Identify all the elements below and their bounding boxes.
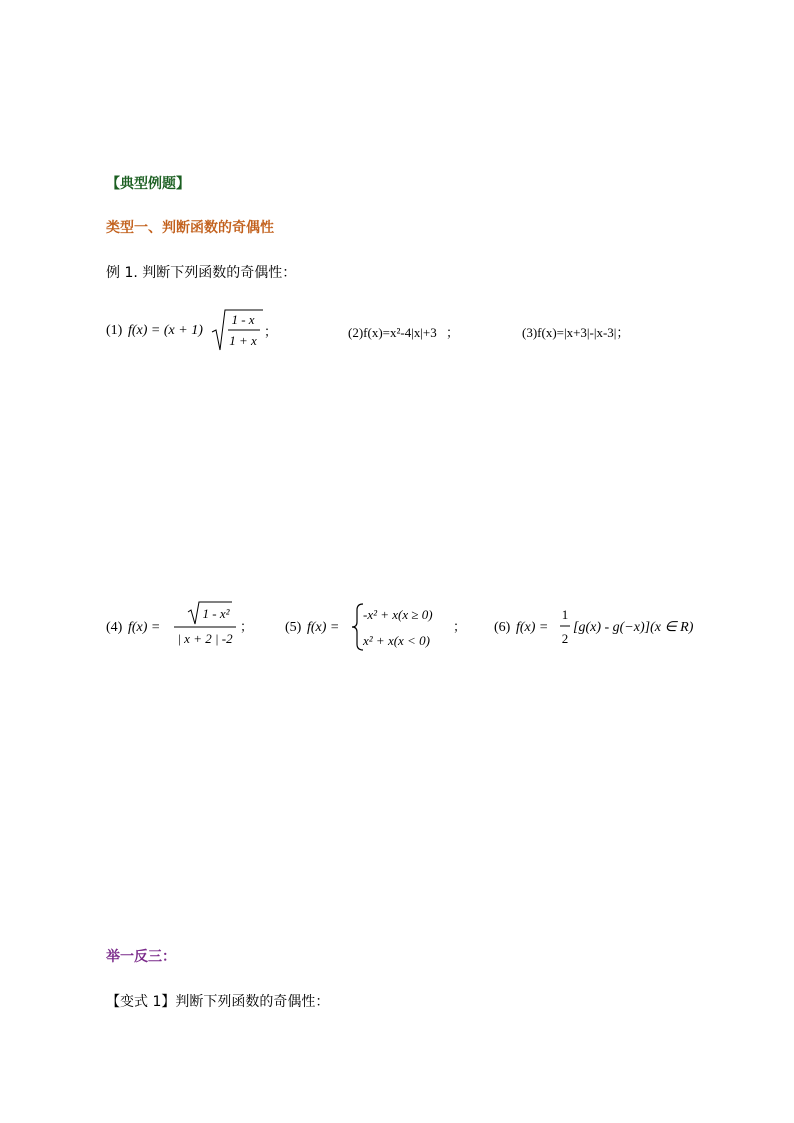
problem-2-sep: ；: [446, 325, 460, 340]
problem-4-sep: ；: [240, 619, 254, 634]
problem-5-lhs: f(x) =: [307, 620, 340, 635]
problem-5-number: (5): [285, 620, 302, 635]
problem-4-frac-den: | x + 2 | -2: [177, 631, 233, 646]
variant1-prompt: 【变式 1】判断下列函数的奇偶性：: [106, 994, 330, 1010]
problem-2: [348, 322, 459, 341]
problem-5-formula: [285, 600, 470, 654]
problem-5-case-1: -x² + x(x ≥ 0): [363, 607, 433, 622]
problem-4-number: (4): [106, 620, 123, 635]
problem-2-text: f(x)=x²-4|x|+3: [363, 325, 437, 340]
problem-4-lhs: f(x) =: [128, 620, 161, 635]
heading-typical-examples: 【典型例题】: [106, 176, 190, 192]
heading-follow-up: 举一反三：: [106, 949, 176, 965]
problem-4: [106, 600, 256, 657]
problem-4-frac-num: 1 - x²: [202, 606, 230, 621]
heading-type-one: 类型一、判断函数的奇偶性: [106, 220, 274, 236]
problem-1-sep: ；: [264, 324, 276, 339]
problem-6-formula: [494, 600, 710, 652]
problem-1-formula: [106, 306, 276, 356]
problem-5-sep: ；: [453, 619, 467, 634]
problem-1: [106, 306, 276, 361]
problem-3: [522, 322, 629, 341]
problem-6-number: (6): [494, 620, 511, 635]
problem-5: [285, 600, 470, 659]
problem-5-case-2: x² + x(x < 0): [363, 633, 430, 648]
problem-3-sep: ；: [616, 325, 630, 340]
problem-6-lhs: f(x) =: [516, 620, 549, 635]
problem-2-number: (2): [348, 325, 364, 340]
problem-6-rest: [g(x) - g(−x)](x ∈ R): [573, 620, 694, 635]
problem-3-number: (3): [522, 325, 538, 340]
problem-1-lhs: f(x) = (x + 1): [128, 323, 203, 338]
problem-3-text: f(x)=|x+3|-|x-3|: [537, 325, 617, 340]
problem-1-frac-num: 1 - x: [231, 312, 255, 327]
problem-6-frac-den: 2: [561, 631, 569, 646]
problem-1-number: (1): [106, 323, 123, 338]
example1-prompt: 例 1. 判断下列函数的奇偶性：: [106, 265, 297, 281]
problem-1-frac-den: 1 + x: [229, 333, 257, 348]
left-brace: [352, 604, 363, 650]
problem-6: [494, 600, 710, 657]
problem-6-frac-num: 1: [561, 607, 569, 622]
problem-4-formula: [106, 600, 256, 652]
